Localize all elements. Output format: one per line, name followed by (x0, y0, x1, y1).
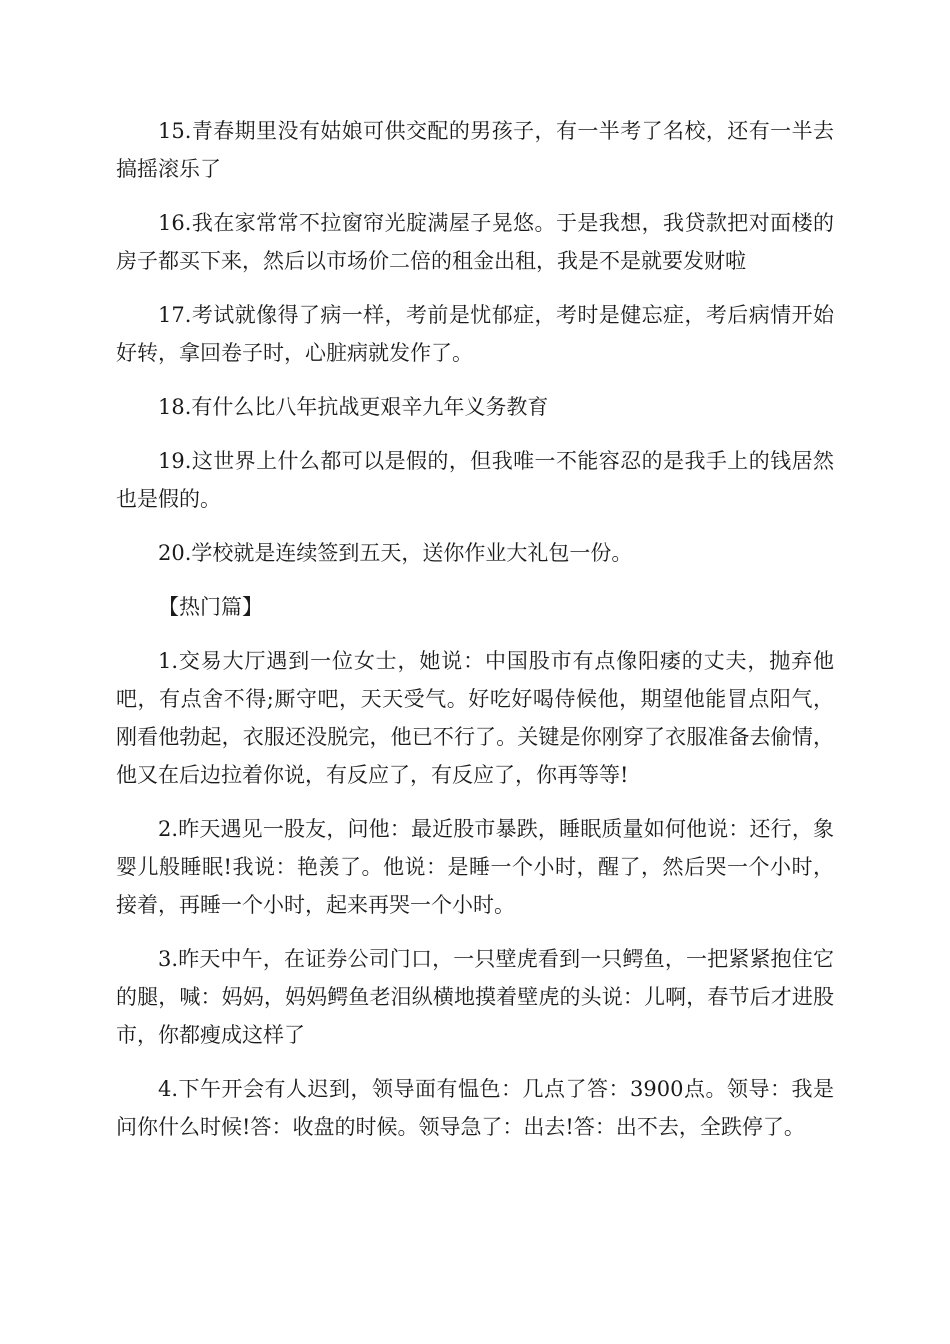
paragraph-20: 20.学校就是连续签到五天，送你作业大礼包一份。 (158, 541, 633, 565)
paragraph-16: 16.我在家常常不拉窗帘光腚满屋子晃悠。于是我想，我贷款把对面楼的房子都买下来，然后以市场价二倍的租金出租，我是不是就要发财啦 (116, 211, 834, 273)
hot-paragraph-1: 1.交易大厅遇到一位女士，她说：中国股市有点像阳痿的丈夫，抛弃他吧，有点舍不得;厮守吧，天天受气。好吃好喝侍候他，期望他能冒点阳气，刚看他勃起，衣服还没脱完，他已不行了。关键是你刚穿了衣服准备去偷情，他又在后边拉着你说，有反应了，有反应了，你再等等! (116, 649, 834, 787)
hot-paragraph-3: 3.昨天中午，在证券公司门口，一只壁虎看到一只鳄鱼，一把紧紧抱住它的腿，喊：妈妈，妈妈鳄鱼老泪纵横地摸着壁虎的头说：儿啊，春节后才进股市，你都瘦成这样了 (116, 947, 834, 1047)
paragraph-18: 18.有什么比八年抗战更艰辛九年义务教育 (158, 395, 549, 419)
document-page (116, 112, 834, 1162)
hot-paragraph-2: 2.昨天遇见一股友，问他：最近股市暴跌，睡眠质量如何他说：还行，象婴儿般睡眠!我说：艳羡了。他说：是睡一个小时，醒了，然后哭一个小时，接着，再睡一个小时，起来再哭一个小时。 (116, 817, 834, 917)
paragraph-17: 17.考试就像得了病一样，考前是忧郁症，考时是健忘症，考后病情开始好转，拿回卷子时，心脏病就发作了。 (116, 303, 834, 365)
paragraph-19: 19.这世界上什么都可以是假的，但我唯一不能容忍的是我手上的钱居然也是假的。 (116, 449, 834, 511)
hot-paragraph-4: 4.下午开会有人迟到，领导面有愠色：几点了答：3900点。领导：我是问你什么时候!答：收盘的时候。领导急了：出去!答：出不去，全跌停了。 (116, 1077, 834, 1139)
paragraph-15: 15.青春期里没有姑娘可供交配的男孩子，有一半考了名校，还有一半去搞摇滚乐了 (116, 119, 834, 181)
section-heading: 【热门篇】 (158, 595, 263, 619)
